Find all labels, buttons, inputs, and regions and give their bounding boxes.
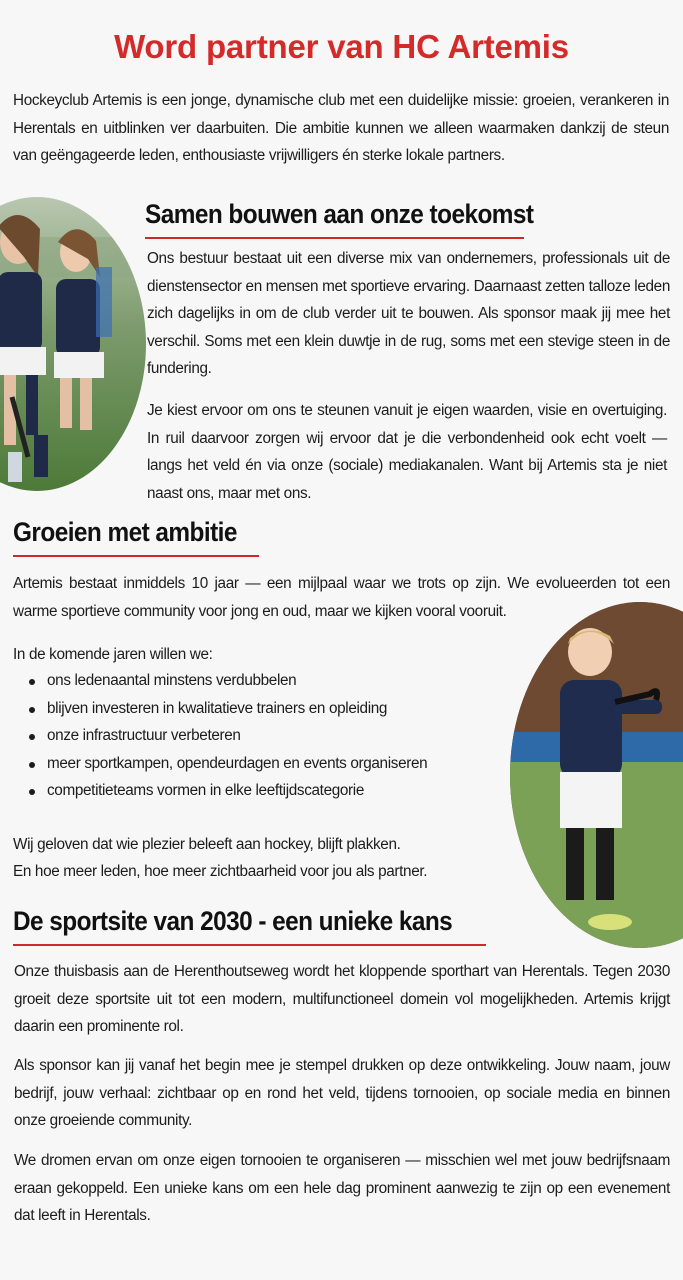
section1-paragraph-2: Je kiest ervoor om ons te steunen vanuit je eigen waarden, visie en overtuiging. In ruil daarvoor zorgen wij ervoor dat je die verbondenheid ook echt voelt — langs het veld én via onze (sociale) mediakanalen. Want bij Artemis sta je niet naast ons, maar met ons.: [147, 402, 667, 502]
section3-paragraph-3: We dromen ervan om onze eigen tornooien te organiseren — misschien wel met jouw bedrijfsnaam eraan gekoppeld. Een unieke kans om een hele dag prominent aanwezig te zijn op een evenement dat leeft in Herentals.: [14, 1152, 670, 1224]
section2-paragraph-1: Artemis bestaat inmiddels 10 jaar — een mijlpaal waar we trots op zijn. We evolueerden tot een warme sportieve community voor jong en oud, maar we kijken vooral vooruit.: [13, 575, 670, 620]
ambition-list: [13, 667, 493, 805]
section2-heading: Groeien met ambitie: [13, 517, 237, 547]
page-title: Word partner van HC Artemis: [114, 28, 569, 65]
list-item: onze infrastructuur verbeteren: [13, 722, 493, 750]
list-item: meer sportkampen, opendeurdagen en events organiseren: [13, 750, 493, 778]
list-intro: In de komende jaren willen we:: [13, 646, 213, 663]
two-hockey-players-photo: [0, 197, 146, 491]
closing-line-1: Wij geloven dat wie plezier beleeft aan hockey, blijft plakken.: [13, 836, 401, 853]
list-item: competitieteams vormen in elke leeftijdscategorie: [13, 777, 493, 805]
intro-paragraph: Hockeyclub Artemis is een jonge, dynamische club met een duidelijke missie: groeien, verankeren in Herentals en uitblinken ver daarbuiten. Die ambitie kunnen we alleen waarmaken dankzij de steun van geëngageerde leden, enthousiaste vrijwilligers én sterke lokale partners.: [13, 92, 669, 164]
section1-divider: [145, 237, 524, 239]
list-item: ons ledenaantal minstens verdubbelen: [13, 667, 493, 695]
section3-heading: De sportsite van 2030 - een unieke kans: [13, 906, 453, 936]
section3-paragraph-2: Als sponsor kan jij vanaf het begin mee je stempel drukken op deze ontwikkeling. Jouw naam, jouw bedrijf, jouw verhaal: zichtbaar op en rond het veld, tijdens tornooien, op sociale media en binnen onze groeiende community.: [14, 1057, 670, 1129]
section1-heading: Samen bouwen aan onze toekomst: [145, 199, 534, 229]
section3-paragraph-1: Onze thuisbasis aan de Herenthoutseweg wordt het kloppende sporthart van Herentals. Tegen 2030 groeit deze sportsite uit tot een modern, multifunctioneel domein vol mogelijkheden. Artemis krijgt daarin een prominente rol.: [14, 963, 670, 1035]
closing-line-2: En hoe meer leden, hoe meer zichtbaarheid voor jou als partner.: [13, 863, 428, 880]
section3-divider: [13, 944, 486, 946]
section1-paragraph-1: Ons bestuur bestaat uit een diverse mix van ondernemers, professionals uit de dienstensector en mensen met sportieve ervaring. Daarnaast zetten talloze leden zich dagelijks in om de club verder uit te bouwen. Als sponsor maak jij mee het verschil. Soms met een klein duwtje in de rug, soms met een stevige steen in de fundering.: [147, 250, 670, 377]
list-item: blijven investeren in kwalitatieve trainers en opleiding: [13, 695, 493, 723]
young-hockey-player-photo: [510, 602, 683, 948]
section2-divider: [13, 555, 259, 557]
